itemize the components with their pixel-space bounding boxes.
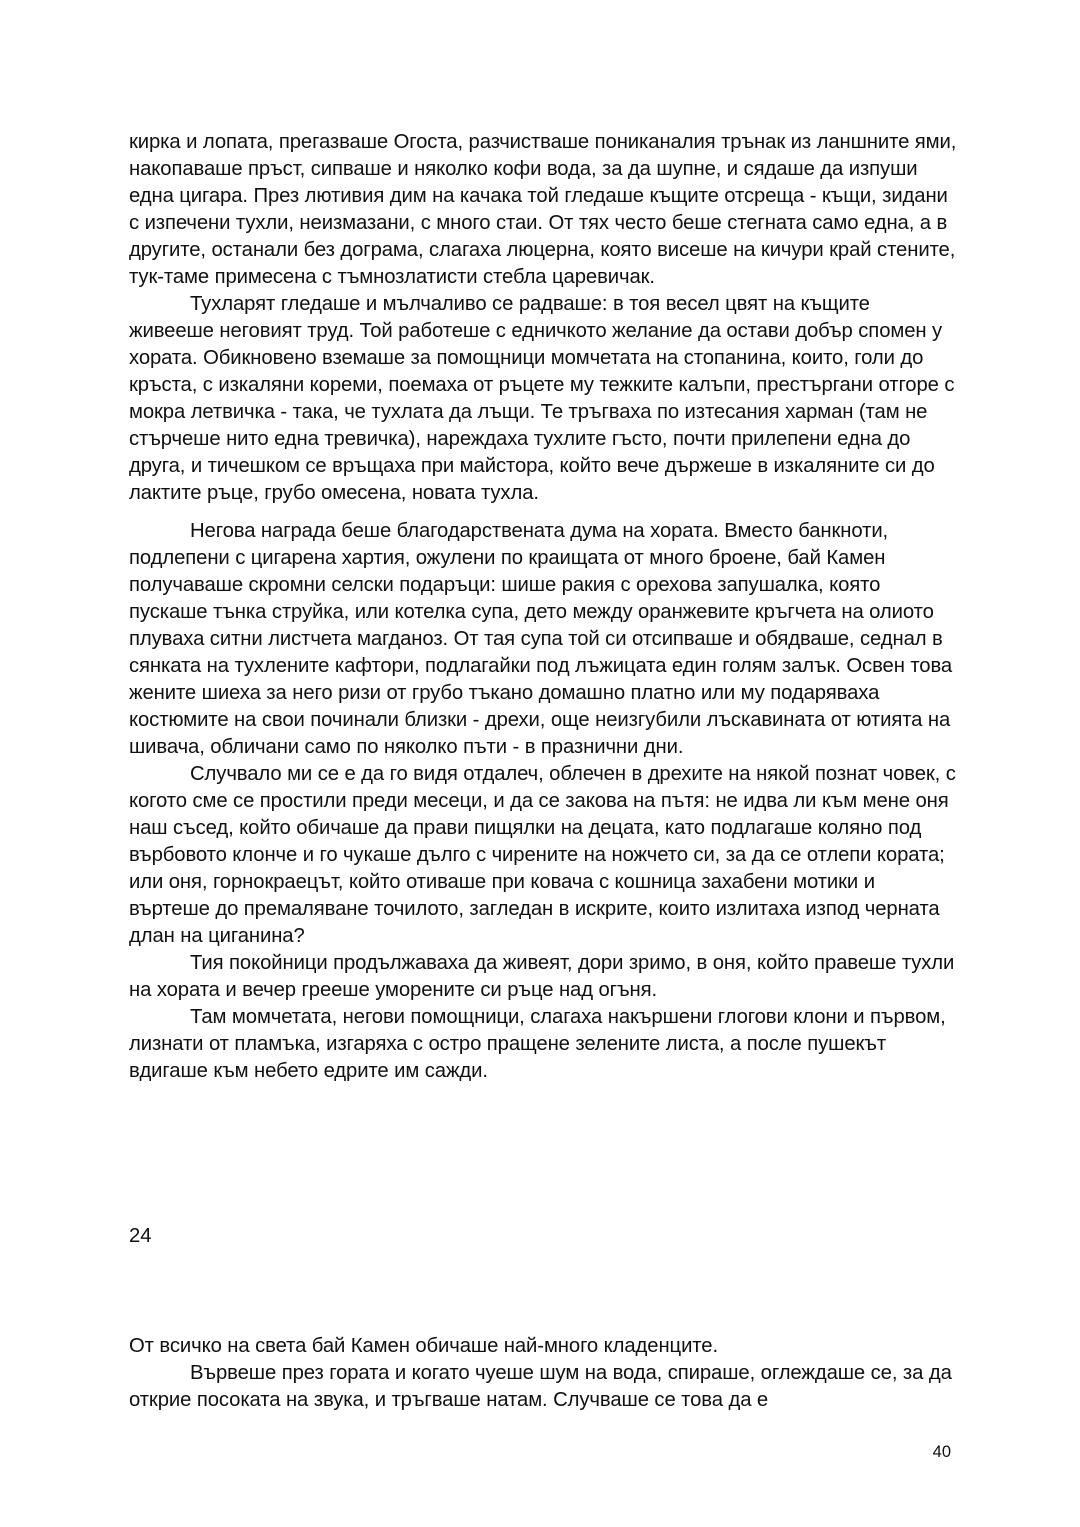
paragraph: Вървеше през гората и когато чуеше шум на вода, спираше, оглеждаше се, за да открие посоката на звука, и тръгваше натам. Случваше се това да е bbox=[129, 1362, 952, 1411]
paragraph: кирка и лопата, прегазваше Огоста, разчистваше пониканалия трънак из ланшните ями, накопаваше пръст, сипваше и няколко кофи вода, за да шупне, и сядаше да изпуши една цигара. През лютивия дим на качака той гледаше къщите отсреща - къщи, зидани с изпечени тухли, неизмазани, с много стаи. От тях често беше стегната само една, а в другите, останали без дограма, слагаха люцерна, която висеше на кичури край стените, тук-таме примесена с тъмнозлатисти стебла царевичак. bbox=[129, 131, 957, 288]
paragraph: Тия покойници продължаваха да живеят, дори зримо, в оня, който правеше тухли на хората и вечер грееше уморените си ръце над огъня. bbox=[129, 952, 955, 1001]
text-block-chapter-start bbox=[129, 1333, 959, 1414]
page-number: 40 bbox=[932, 1443, 951, 1461]
paragraph: Там момчетата, негови помощници, слагаха накършени глогови клони и първом, лизнати от пламъка, изгаряха с остро пращене зелените листа, а после пушекът вдигаше към небето едрите им сажди. bbox=[129, 1006, 946, 1082]
text-block-main bbox=[129, 129, 959, 1085]
paragraph: Тухларят гледаше и мълчаливо се радваше: в тоя весел цвят на къщите живееше неговият труд. Той работеше с едничкото желание да остави добър спомен у хората. Обикновено вземаше за помощници момчетата на стопанина, които, голи до кръста, с изкаляни кореми, поемаха от ръцете му тежките калъпи, престъргани отгоре с мокра летвичка - така, че тухлата да лъщи. Те тръгваха по изтесания харман (там не стърчеше нито една тревичка), нареждаха тухлите гъсто, почти прилепени една до друга, и тичешком се връщаха при майстора, който вече държеше в изкаляните си до лактите ръце, грубо омесена, новата тухла. bbox=[129, 293, 955, 504]
paragraph: Негова награда беше благодарствената дума на хората. Вместо банкноти, подлепени с цигарена хартия, ожулени по краищата от много броене, бай Камен получаваше скромни селски подаръци: шише ракия с орехова запушалка, която пускаше тънка струйка, или котелка супа, дето между оранжевите кръгчета на олиото плуваха ситни листчета магданоз. От тая супа той си отсипваше и обядваше, седнал в сянката на тухлените кафтори, подлагайки под лъжицата един голям залък. Освен това жените шиеха за него ризи от грубо тъкано домашно платно или му подаряваха костюмите на свои починали близки - дрехи, още неизгубили лъскавината от ютията на шивача, обличани само по няколко пъти - в празнични дни. bbox=[129, 520, 953, 758]
chapter-number: 24 bbox=[129, 1225, 152, 1247]
paragraph: От всичко на света бай Камен обичаше най-много кладенците. bbox=[129, 1335, 718, 1357]
paragraph: Случвало ми се е да го видя отдалеч, облечен в дрехите на някой познат човек, с когото сме се простили преди месеци, и да се закова на пътя: не идва ли към мене оня наш съсед, който обичаше да прави пищялки на децата, като подлагаше коляно под върбовото клонче и го чукаше дълго с чирените на ножчето си, за да се отлепи кората; или оня, горнокраецът, който отиваше при ковача с кошница захабени мотики и въртеше до премаляване точилото, загледан в искрите, които излитаха изпод черната длан на циганина? bbox=[129, 763, 956, 947]
